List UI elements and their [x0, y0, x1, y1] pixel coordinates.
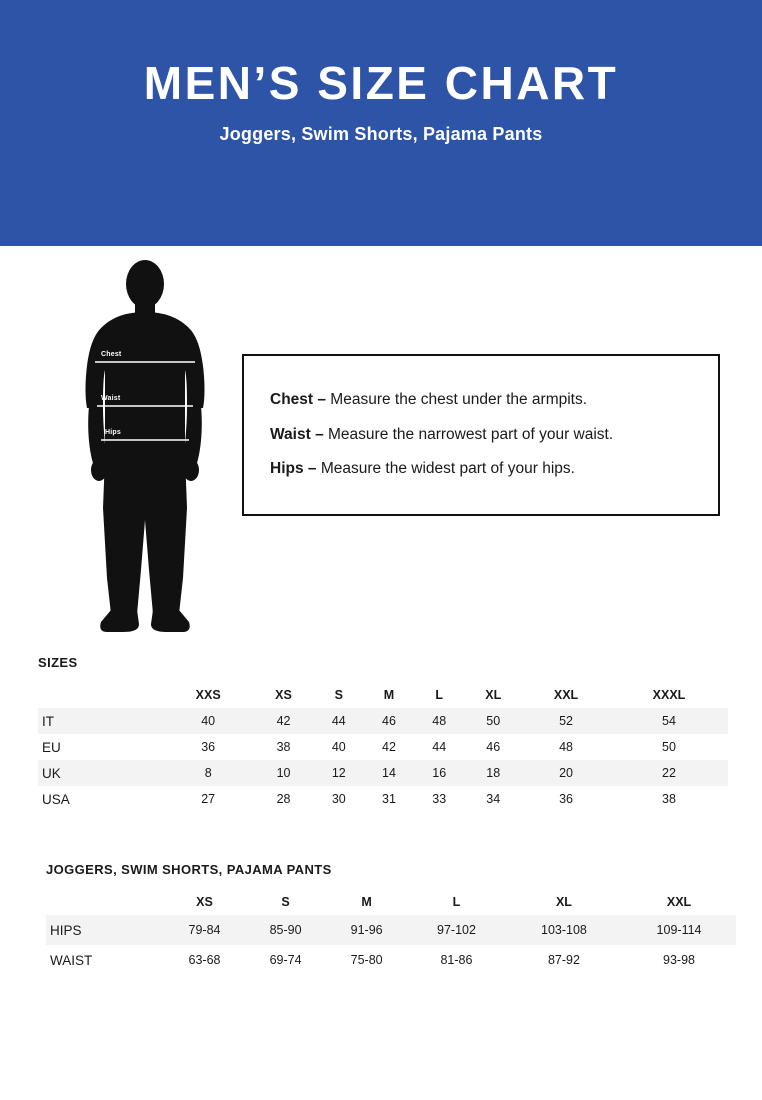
table-row [38, 786, 728, 812]
sizes-col-header-6: XL [485, 688, 502, 702]
page-header [0, 0, 762, 246]
sizes-cell: 42 [253, 708, 313, 734]
table-row [38, 760, 728, 786]
instruction-hips [270, 460, 692, 479]
sizes-cell: 46 [364, 708, 414, 734]
sizes-cell: 33 [432, 792, 447, 806]
sizes-col-header-8: XXXL [652, 688, 686, 702]
sizes-col-header-2: XS [275, 688, 292, 702]
instruction-waist-text: Measure the narrowest part of your waist. [323, 425, 614, 443]
sizes-cell: 52 [522, 708, 610, 734]
sizes-cell: 54 [610, 708, 728, 734]
sizes-cell: 36 [201, 740, 216, 754]
measurements-col-header-2: S [281, 895, 290, 909]
sizes-table-head [38, 682, 728, 708]
sizes-cell: 48 [559, 740, 573, 754]
instruction-hips-term: Hips – [270, 460, 317, 478]
sizes-row-label: UK [38, 760, 163, 786]
measurements-cell: 103-108 [506, 915, 622, 945]
sizes-cell: 48 [414, 708, 464, 734]
sizes-col-header-0 [38, 682, 163, 708]
sizes-cell: 10 [253, 760, 313, 786]
sizes-row-label: USA [42, 791, 70, 807]
measurements-table-body [46, 915, 736, 975]
measurements-col-header-0 [46, 889, 164, 915]
instruction-chest [270, 391, 692, 410]
measurements-col-header-5: XL [555, 895, 572, 909]
sizes-cell: 44 [432, 740, 447, 754]
table-row [46, 945, 736, 975]
sizes-cell: 50 [464, 708, 522, 734]
measurements-table [46, 889, 736, 975]
instruction-chest-term: Chest – [270, 391, 326, 409]
sizes-cell: 14 [364, 760, 414, 786]
instruction-hips-text: Measure the widest part of your hips. [316, 460, 575, 478]
measurements-cell: 87-92 [547, 953, 580, 967]
measurements-row-label: HIPS [46, 915, 164, 945]
sizes-cell: 46 [486, 740, 501, 754]
sizes-col-header-3: S [334, 688, 343, 702]
measurements-header-row [46, 889, 736, 915]
measurements-cell: 75-80 [350, 953, 383, 967]
page-subtitle: Joggers, Swim Shorts, Pajama Pants [219, 123, 543, 144]
sizes-cell: 27 [201, 792, 216, 806]
measurement-instructions-box [242, 354, 720, 516]
sizes-cell: 18 [464, 760, 522, 786]
measurements-row-label: WAIST [50, 952, 93, 968]
measurements-col-header-1: XS [196, 895, 213, 909]
sizes-section [38, 655, 728, 812]
sizes-col-header-4: M [383, 688, 395, 702]
sizes-col-header-1: XXS [195, 688, 221, 702]
measurements-section-title: JOGGERS, SWIM SHORTS, PAJAMA PANTS [46, 862, 332, 877]
chest-measure-label: Chest [101, 351, 122, 358]
measurements-section [46, 862, 736, 975]
sizes-cell: 34 [486, 792, 501, 806]
measurements-col-header-4: L [452, 895, 461, 909]
measurements-cell: 109-114 [622, 915, 736, 945]
measurements-cell: 97-102 [407, 915, 506, 945]
measurements-cell: 69-74 [269, 953, 302, 967]
sizes-cell: 40 [331, 740, 346, 754]
sizes-col-header-5: L [435, 688, 444, 702]
sizes-row-label: IT [38, 708, 163, 734]
sizes-cell: 12 [314, 760, 364, 786]
sizes-cell: 31 [382, 792, 396, 806]
sizes-cell: 16 [414, 760, 464, 786]
table-row [38, 734, 728, 760]
sizes-cell: 28 [276, 792, 291, 806]
measurements-cell: 79-84 [164, 915, 245, 945]
figure-area [0, 246, 762, 646]
measurements-cell: 91-96 [326, 915, 407, 945]
sizes-table [38, 682, 728, 812]
sizes-cell: 20 [522, 760, 610, 786]
sizes-cell: 40 [163, 708, 253, 734]
instruction-waist-term: Waist – [270, 425, 324, 443]
instruction-chest-text: Measure the chest under the armpits. [326, 391, 588, 409]
measurements-table-head [46, 889, 736, 915]
measurements-cell: 93-98 [663, 953, 696, 967]
hips-measure-label: Hips [105, 429, 121, 436]
male-silhouette-illustration [45, 258, 245, 643]
measurements-cell: 81-86 [440, 953, 473, 967]
measurements-cell: 63-68 [188, 953, 221, 967]
page-title: MEN’S SIZE CHART [143, 57, 619, 110]
sizes-cell: 38 [662, 792, 676, 806]
sizes-col-header-7: XXL [553, 688, 579, 702]
sizes-table-body [38, 708, 728, 812]
sizes-cell: 50 [662, 740, 676, 754]
sizes-cell: 22 [610, 760, 728, 786]
table-row [46, 915, 736, 945]
sizes-cell: 30 [331, 792, 346, 806]
sizes-cell: 44 [314, 708, 364, 734]
measurements-col-header-3: M [361, 895, 372, 909]
measurements-col-header-6: XXL [666, 895, 692, 909]
measurements-cell: 85-90 [245, 915, 326, 945]
waist-measure-label: Waist [101, 395, 121, 402]
instruction-waist [270, 426, 692, 445]
sizes-header-row [38, 682, 728, 708]
sizes-cell: 38 [276, 740, 291, 754]
sizes-cell: 42 [382, 740, 396, 754]
sizes-cell: 36 [559, 792, 573, 806]
sizes-section-title: SIZES [38, 655, 78, 670]
sizes-cell: 8 [163, 760, 253, 786]
table-row [38, 708, 728, 734]
sizes-row-label: EU [42, 739, 61, 755]
